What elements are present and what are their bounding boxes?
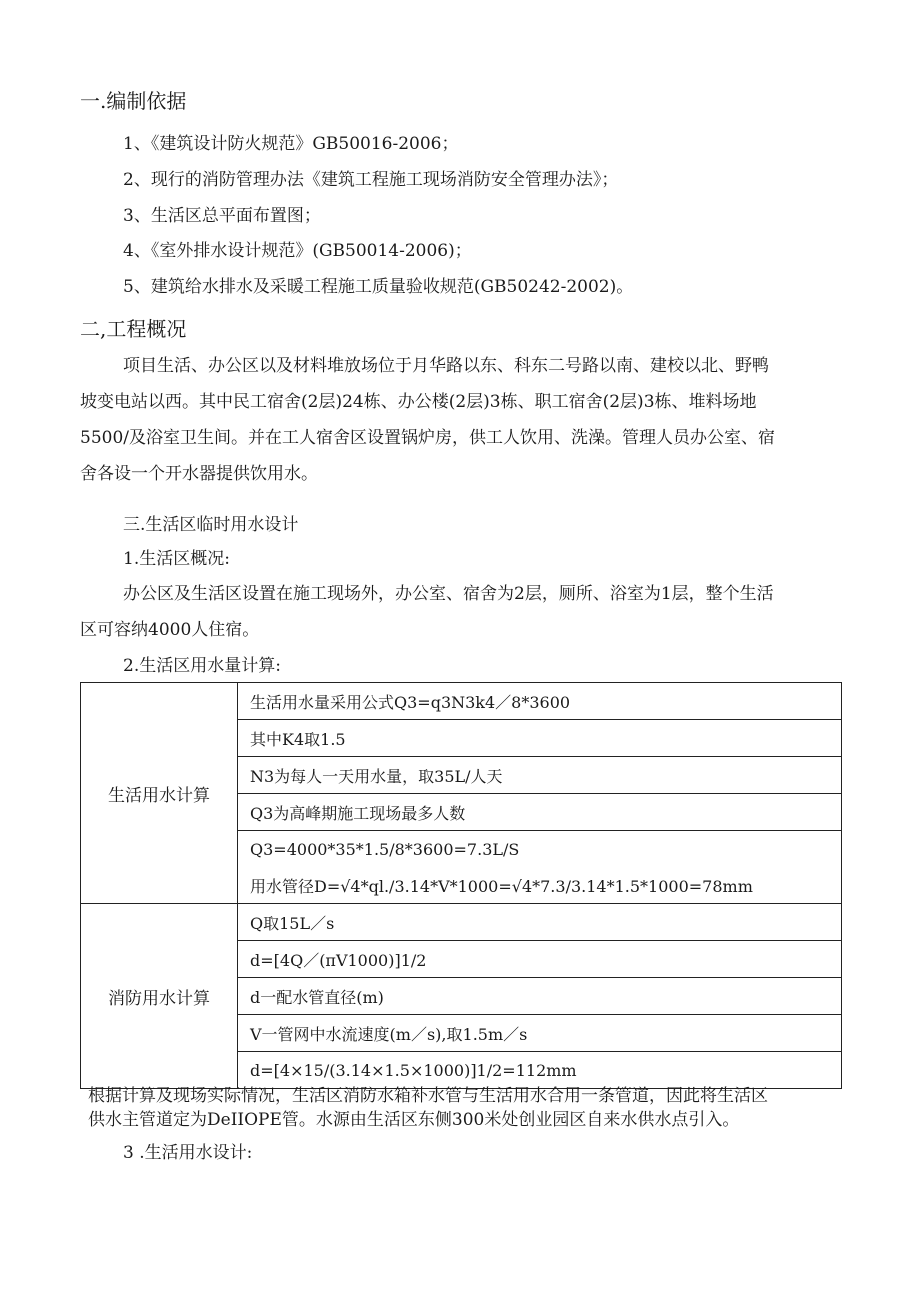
- basis-item-5: 5、建筑给水排水及采暖工程施工质量验收规范(GB50242-2002)。: [123, 277, 634, 297]
- after-table-line-2: 供水主管道定为DeIIOPE管。水源由生活区东侧300米处创业园区自来水供水点引入。: [88, 1110, 740, 1130]
- sub1-title: 1.生活区概况:: [123, 549, 230, 569]
- basis-item-1: 1、《建筑设计防火规范》GB50016-2006；: [123, 134, 459, 154]
- overview-line-3: 5500/及浴室卫生间。并在工人宿舍区设置锅炉房，供工人饮用、洗澡。管理人员办公室、宿: [80, 428, 775, 448]
- fire-water-label: 消防用水计算: [81, 904, 238, 1089]
- table-row: [81, 904, 842, 941]
- overview-line-2: 坡变电站以西。其中民工宿舍(2层)24栋、办公楼(2层)3栋、职工宿舍(2层)3栋、堆料场地: [80, 392, 757, 412]
- water-calc-table: [80, 682, 842, 1089]
- sub3-title: 3 .生活用水设计:: [123, 1143, 253, 1163]
- section-3-heading: 三.生活区临时用水设计: [123, 515, 299, 535]
- living-row-2: 其中K4取1.5: [238, 720, 842, 757]
- fire-row-2: d=[4Q／(πV1000)]1/2: [238, 941, 842, 978]
- living-water-label: 生活用水计算: [81, 683, 238, 904]
- sub2-title: 2.生活区用水量计算:: [123, 656, 281, 676]
- living-row-1: 生活用水量采用公式Q3=q3N3k4／8*3600: [238, 683, 842, 720]
- basis-item-2: 2、现行的消防管理办法《建筑工程施工现场消防安全管理办法》；: [123, 170, 619, 190]
- basis-item-4: 4、《室外排水设计规范》(GB50014-2006)；: [123, 241, 472, 261]
- overview-line-1: 项目生活、办公区以及材料堆放场位于月华路以东、科东二号路以南、建校以北、野鸭: [123, 356, 769, 376]
- living-row-4: Q3为高峰期施工现场最多人数: [238, 794, 842, 831]
- section-1-heading: 一.编制依据: [80, 89, 187, 113]
- living-row-5: Q3=4000*35*1.5/8*3600=7.3L/S: [238, 831, 842, 868]
- fire-row-5: d=[4×15/(3.14×1.5×1000)]1/2=112mm: [238, 1052, 842, 1089]
- after-table-line-1: 根据计算及现场实际情况，生活区消防水箱补水管与生活用水合用一条管道，因此将生活区: [88, 1086, 768, 1106]
- living-row-6: 用水管径D=√4*ql./3.14*V*1000=√4*7.3/3.14*1.5*1000=78mm: [238, 867, 842, 904]
- section-2-heading: 二,工程概况: [80, 317, 187, 341]
- living-row-3: N3为每人一天用水量，取35L/人天: [238, 757, 842, 794]
- sub1-line-1: 办公区及生活区设置在施工现场外，办公室、宿舍为2层，厕所、浴室为1层，整个生活: [123, 584, 774, 604]
- fire-row-1: Q取15L／s: [238, 904, 842, 941]
- fire-row-4: V一管网中水流速度(m／s),取1.5m／s: [238, 1015, 842, 1052]
- table-row: [81, 683, 842, 720]
- overview-line-4: 舍各设一个开水器提供饮用水。: [80, 464, 318, 484]
- fire-row-3: d一配水管直径(m): [238, 978, 842, 1015]
- sub1-line-2: 区可容纳4000人住宿。: [80, 620, 260, 640]
- basis-item-3: 3、生活区总平面布置图；: [123, 206, 321, 226]
